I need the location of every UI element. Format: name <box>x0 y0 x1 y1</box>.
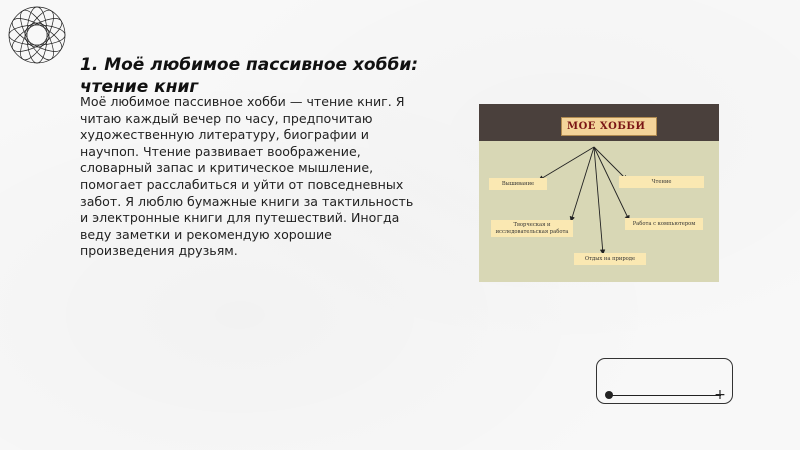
slider-track[interactable] <box>609 395 721 396</box>
spirograph-logo-icon <box>4 4 70 66</box>
diagram-node: Вышивание <box>489 178 547 190</box>
zoom-slider-control[interactable] <box>596 358 733 404</box>
slide-title: 1. Моё любимое пассивное хобби: чтение книг <box>80 55 419 97</box>
diagram-node: Чтение <box>619 176 704 188</box>
diagram-node: Работа с компьютером <box>625 218 703 230</box>
slider-handle[interactable] <box>605 391 613 399</box>
diagram-node: Отдых на природе <box>574 253 646 265</box>
diagram-node: Творческая и исследовательская работа <box>491 220 573 237</box>
plus-icon[interactable]: + <box>714 387 726 403</box>
hobby-diagram-image <box>479 104 719 282</box>
slide-body-text: Моё любимое пассивное хобби — чтение книг. Я читаю каждый вечер по часу, предпочитаю художественную литературу, биографии и научпоп. Чтение развивает воображение, словарный запас и критическое мышление, помогает расслабиться и уйти от повседневных забот. Я люблю бумажные книги за тактильность и электронные книги для путешествий. Иногда веду заметки и рекомендую хорошие произведения друзьям. <box>80 94 414 259</box>
diagram-title: МОЕ ХОББИ <box>561 117 657 136</box>
